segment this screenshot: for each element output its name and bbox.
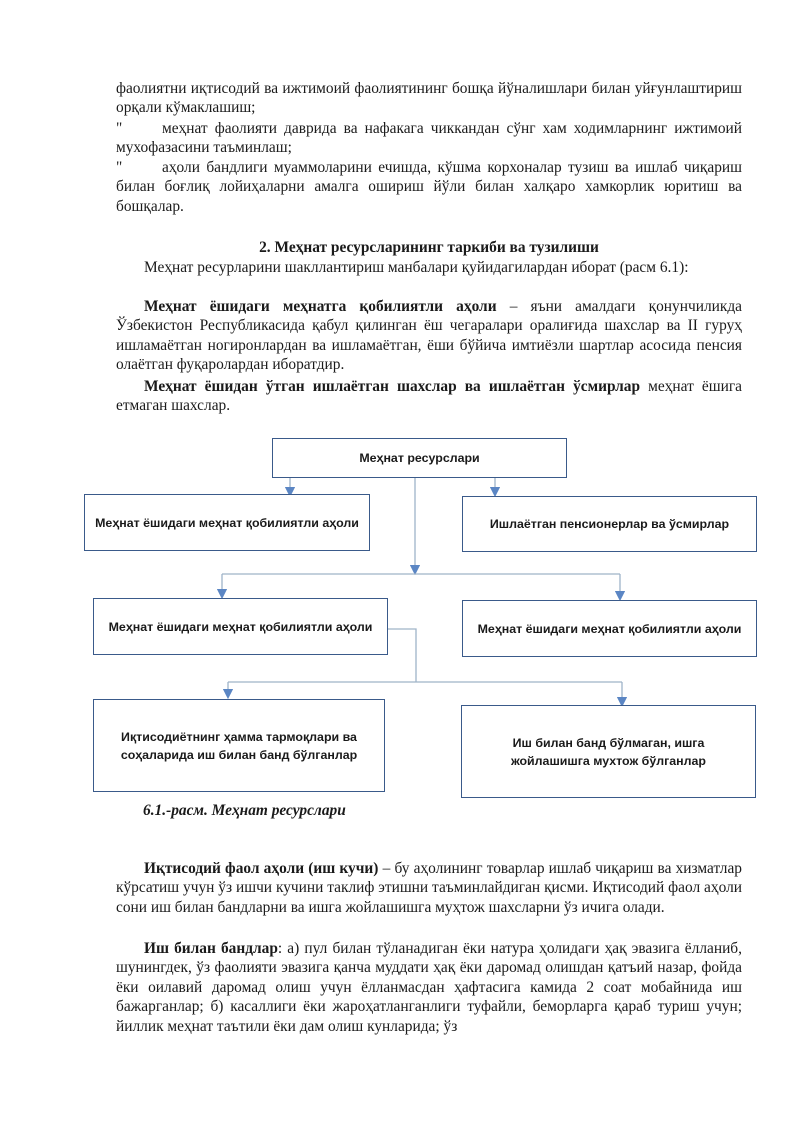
node-working-pensioners-youth: Ишлаётган пенсионерлар ва ўсмирлар [462, 496, 757, 552]
node-labor-resources: Меҳнат ресурслари [272, 438, 567, 478]
bullet-text: меҳнат фаолияти даврида ва нафакага чиккандан сўнг хам ходимларнинг ижтимоий мухофазасини таъминлаш; [116, 120, 742, 157]
term-economically-active: Иқтисодий фаол аҳоли (иш кучи) [144, 860, 379, 877]
node-working-age-capable-3: Меҳнат ёшидаги меҳнат қобилиятли аҳоли [462, 600, 757, 657]
labor-resources-diagram [0, 430, 800, 810]
term-working-age: Меҳнат ёшидаги меҳнатга қобилиятли аҳоли [144, 298, 497, 315]
bullet-mark: " [116, 120, 123, 137]
bullet-item-international-cooperation [116, 158, 742, 216]
paragraph-working-age [116, 297, 742, 375]
bullet-mark: " [116, 159, 123, 176]
term-working-pensioners: Меҳнат ёшидан ўтган ишлаётган шахслар ва ишлаётган ўсмирлар [144, 378, 641, 395]
node-unemployed-seeking: Иш билан банд бўлмаган, ишга жойлашишга мухтож бўлганлар [461, 705, 756, 798]
paragraph-continuation: фаолиятни иқтисодий ва ижтимоий фаолиятининг бошқа йўналишлари билан уйғунлаштириш орқали кўмаклашиш; [116, 80, 742, 117]
bullet-text: аҳоли бандлиги муаммоларини ечишда, кўшма корхоналар тузиш ва ишлаб чиқариш билан боғлиқ лойиҳаларни амалга ошириш йўли билан халқаро хамкорлик юритиш ва бошқалар. [116, 159, 742, 215]
node-working-age-capable-2: Меҳнат ёшидаги меҳнат қобилиятли аҳоли [93, 598, 388, 655]
bullet-item-social-protection [116, 119, 742, 158]
section-heading: 2. Меҳнат ресурсларининг таркиби ва тузилиши [259, 239, 599, 256]
paragraph-employed [116, 939, 742, 1036]
paragraph-working-pensioners [116, 377, 742, 416]
term-employed: Иш билан бандлар [144, 940, 278, 957]
node-employed: Иқтисодиётнинг ҳамма тармоқлари ва соҳаларида иш билан банд бўлганлар [93, 699, 385, 792]
definition-employed: : а) пул билан тўланадиган ёки натура ҳолидаги ҳақ эвазига ёлланиб, шунингдек, ўз фаолияти эвазига қанча муддати ҳақ ёки даромад олишдан қатъий назар, фойда ёки оилавий даромад олиш учун ёлланмасдан ҳафтасига камида 2 соат мобайнида иш бажарганлар; б) касаллиги ёки жароҳатланганлиги туфайли, беморларга қараб туриш учун; йиллик меҳнат таътили ёки дам олиш кунларида; ўз [116, 940, 742, 1035]
definition-economically-active: – бу аҳолининг товарлар ишлаб чиқариш ва хизматлар кўрсатиш учун ўз ишчи кучини таклиф этишни таъминлайдиган қисми. Иқтисодий фаол аҳоли сони иш билан бандларни ва ишга жойлашишга муҳтож шахсларни ўз ичига олади. [116, 860, 742, 916]
definition-working-age: – яъни амалдаги қонунчиликда Ўзбекистон Республикасида қабул қилинган ёш чегаралари оралиғида шахслар ва II гуруҳ ишламаётган ногиронлардан ва ишламаётган, ёши бўйича имтиёзли шартлар асосида пенсия олаётган фуқаролардан иборатдир. [116, 298, 743, 374]
connector-left2-down [388, 629, 416, 682]
definition-working-pensioners: меҳнат ёшига етмаган шахслар. [116, 378, 742, 415]
figure-caption: 6.1.-расм. Меҳнат ресурслари [143, 802, 346, 819]
paragraph-economically-active [116, 859, 742, 917]
node-working-age-capable: Меҳнат ёшидаги меҳнат қобилиятли аҳоли [84, 494, 370, 551]
paragraph-sources: Меҳнат ресурларини шакллантириш манбалари қуйидагилардан иборат (расм 6.1): [144, 259, 689, 276]
